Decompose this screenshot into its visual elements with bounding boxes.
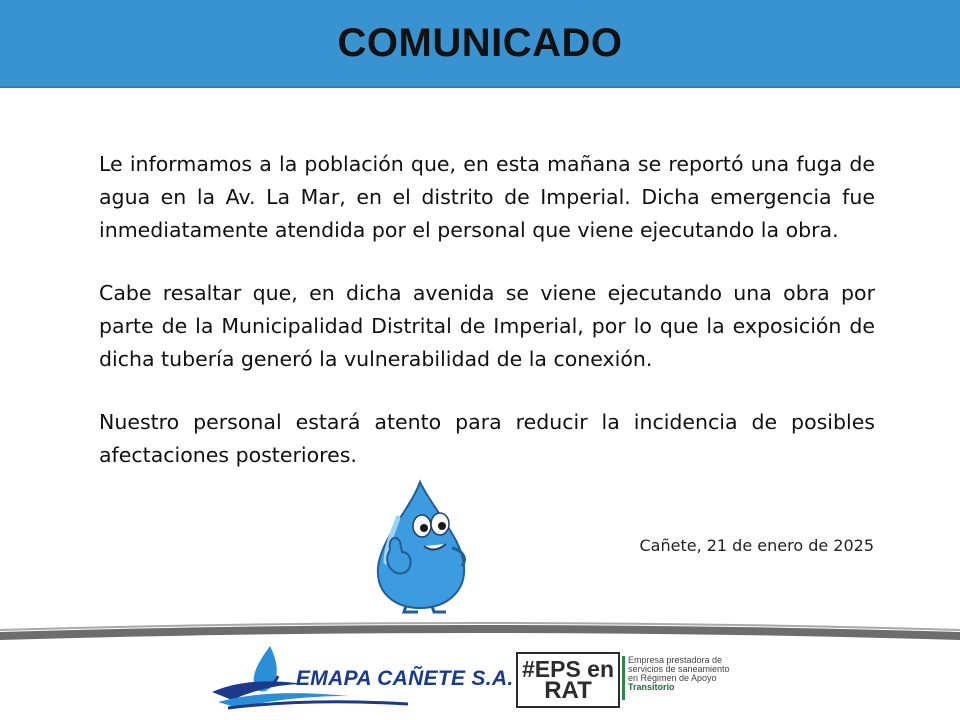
paragraph-1: Le informamos a la población que, en esta mañana se reportó una fuga de agua en la Av. La Mar, en el distrito de Imperial. Dicha emergencia fue inmediatamente atendida por el personal que viene ejecutando la obra. <box>99 152 875 242</box>
page-title: COMUNICADO <box>337 20 623 65</box>
date-signature: Cañete, 21 de enero de 2025 <box>639 536 874 555</box>
eps-desc-line-2: servicios de saneamiento <box>628 664 730 674</box>
eps-desc-line-3: en Régimen de Apoyo <box>628 673 717 683</box>
eps-divider <box>622 656 625 700</box>
eps-desc-line-4: Transitorio <box>628 682 675 692</box>
water-drop-mascot-icon <box>368 478 478 614</box>
header-banner <box>0 0 960 88</box>
eps-rat: RAT <box>544 677 592 704</box>
eps-hashtag: #EPS en <box>521 656 615 682</box>
eps-rat-badge <box>516 652 620 708</box>
emapa-name: EMAPA CAÑETE S.A. <box>296 667 514 690</box>
paragraph-2: Cabe resaltar que, en dicha avenida se viene ejecutando una obra por parte de la Municipalidad Distrital de Imperial, por lo que la exposición de dicha tubería generó la vulnerabilidad de la conexión. <box>99 281 875 371</box>
announcement-body <box>99 148 875 502</box>
eps-description <box>628 656 758 692</box>
eps-desc-line-1: Empresa prestadora de <box>628 655 723 665</box>
paragraph-3: Nuestro personal estará atento para reducir la incidencia de posibles afectaciones posteriores. <box>99 410 875 467</box>
